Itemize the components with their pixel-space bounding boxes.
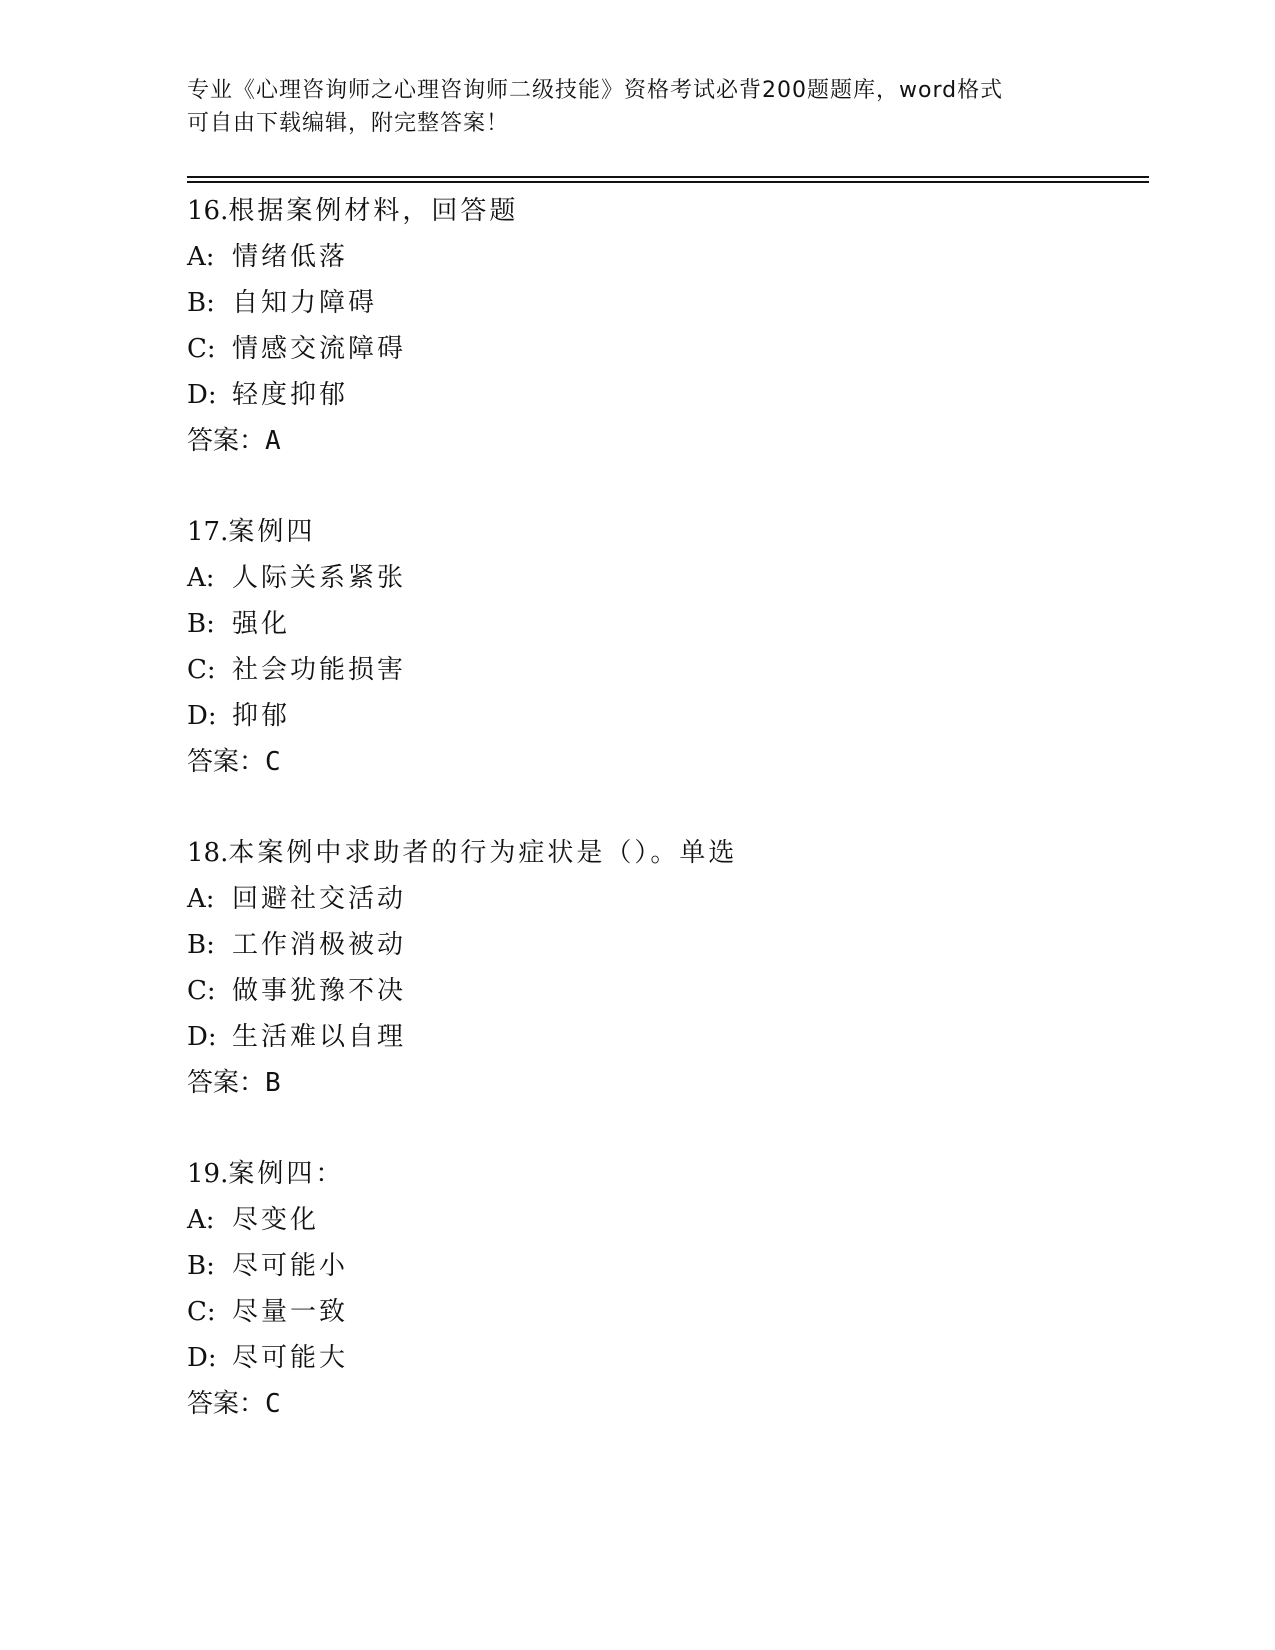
- option-text: 强化: [232, 609, 291, 639]
- option-text: 情绪低落: [232, 242, 349, 272]
- answer-line: [187, 1381, 1147, 1427]
- option-key: C:: [187, 655, 216, 685]
- answer-label: 答案：: [187, 426, 266, 456]
- question-number: 17.: [187, 517, 229, 547]
- option-key: C:: [187, 1297, 216, 1327]
- document-header: [187, 74, 1067, 140]
- option-text: 尽可能小: [232, 1251, 349, 1281]
- header-subtitle-line: 可自由下载编辑，附完整答案！: [187, 111, 510, 136]
- question-text: 本案例中求助者的行为症状是（）。单选: [228, 838, 738, 868]
- question-number: 19.: [187, 1159, 229, 1189]
- answer-label: 答案：: [187, 1068, 266, 1098]
- option-d: [187, 372, 1147, 418]
- question-text: 案例四：: [228, 1159, 345, 1189]
- question-number: 16.: [187, 196, 229, 226]
- answer-line: [187, 739, 1147, 785]
- option-key: A:: [187, 563, 215, 593]
- question-stem: [187, 188, 1147, 234]
- option-key: D:: [187, 1343, 217, 1373]
- option-text: 尽变化: [232, 1205, 320, 1235]
- question-text: 根据案例材料，回答题: [228, 196, 519, 226]
- option-d: [187, 693, 1147, 739]
- option-text: 轻度抑郁: [232, 380, 349, 410]
- answer-value: A: [265, 426, 281, 456]
- option-a: [187, 234, 1147, 280]
- option-text: 做事犹豫不决: [232, 976, 407, 1006]
- question-17: [187, 509, 1147, 785]
- option-a: [187, 1197, 1147, 1243]
- option-key: A:: [187, 1205, 215, 1235]
- option-c: [187, 968, 1147, 1014]
- option-key: C:: [187, 334, 216, 364]
- option-key: B:: [187, 609, 215, 639]
- option-key: D:: [187, 1022, 217, 1052]
- option-d: [187, 1014, 1147, 1060]
- option-c: [187, 1289, 1147, 1335]
- option-c: [187, 647, 1147, 693]
- option-b: [187, 1243, 1147, 1289]
- option-key: C:: [187, 976, 216, 1006]
- option-b: [187, 601, 1147, 647]
- option-text: 社会功能损害: [232, 655, 407, 685]
- answer-label: 答案：: [187, 747, 266, 777]
- option-b: [187, 922, 1147, 968]
- option-text: 尽可能大: [232, 1343, 349, 1373]
- answer-value: C: [265, 1389, 281, 1419]
- option-text: 人际关系紧张: [232, 563, 407, 593]
- option-text: 回避社交活动: [232, 884, 407, 914]
- option-text: 自知力障碍: [232, 288, 378, 318]
- question-18: [187, 830, 1147, 1106]
- option-text: 工作消极被动: [232, 930, 407, 960]
- option-key: B:: [187, 930, 215, 960]
- header-divider-bottom: [187, 181, 1149, 183]
- question-16: [187, 188, 1147, 464]
- option-b: [187, 280, 1147, 326]
- header-title-line: 专业《心理咨询师之心理咨询师二级技能》资格考试必背200题题库，word格式: [187, 78, 1004, 103]
- option-a: [187, 555, 1147, 601]
- question-list: [187, 188, 1147, 1472]
- option-key: B:: [187, 288, 215, 318]
- option-text: 尽量一致: [232, 1297, 349, 1327]
- header-divider-top: [187, 176, 1149, 178]
- option-c: [187, 326, 1147, 372]
- question-text: 案例四: [228, 517, 316, 547]
- answer-line: [187, 1060, 1147, 1106]
- question-19: [187, 1151, 1147, 1427]
- answer-label: 答案：: [187, 1389, 266, 1419]
- option-key: D:: [187, 380, 217, 410]
- option-text: 抑郁: [232, 701, 291, 731]
- answer-line: [187, 418, 1147, 464]
- option-key: B:: [187, 1251, 215, 1281]
- question-stem: [187, 830, 1147, 876]
- answer-value: C: [265, 747, 281, 777]
- option-key: A:: [187, 242, 215, 272]
- answer-value: B: [265, 1068, 281, 1098]
- option-key: A:: [187, 884, 215, 914]
- option-text: 生活难以自理: [232, 1022, 407, 1052]
- option-text: 情感交流障碍: [232, 334, 407, 364]
- option-key: D:: [187, 701, 217, 731]
- question-stem: [187, 509, 1147, 555]
- question-stem: [187, 1151, 1147, 1197]
- question-number: 18.: [187, 838, 229, 868]
- option-d: [187, 1335, 1147, 1381]
- option-a: [187, 876, 1147, 922]
